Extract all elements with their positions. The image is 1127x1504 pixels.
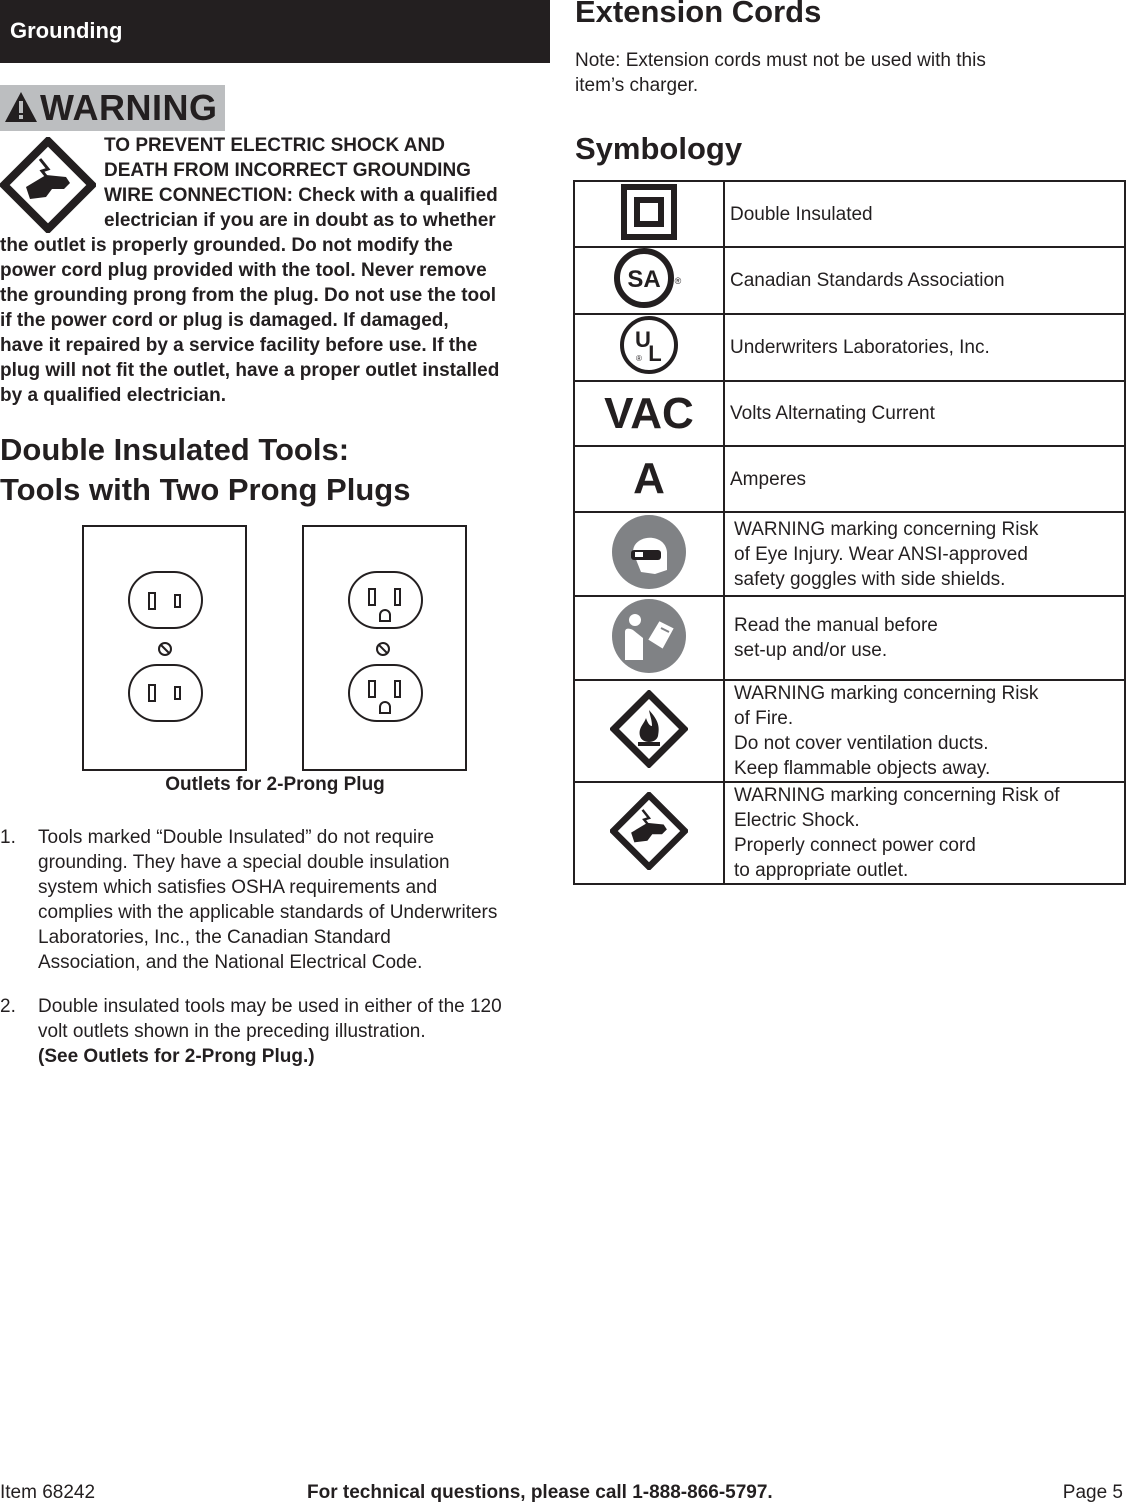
symbol-description — [724, 782, 1125, 884]
warning-text-line: power cord plug provided with the tool. Never remove — [0, 260, 487, 281]
svg-text:®: ® — [674, 276, 682, 286]
two-prong-outlet-plate — [83, 526, 246, 770]
description-line: Volts Alternating Current — [730, 403, 935, 424]
description-line: WARNING marking concerning Risk — [734, 518, 1039, 540]
electric-shock-warning-icon — [0, 137, 96, 233]
symbol-description — [724, 247, 1125, 314]
description-line: to appropriate outlet. — [734, 860, 909, 881]
warning-text-line: DEATH FROM INCORRECT GROUNDING — [104, 160, 471, 181]
description-line: Amperes — [730, 468, 807, 490]
warning-text-line: if the power cord or plug is damaged. If damaged, — [0, 310, 449, 331]
double-insulated-icon — [621, 184, 677, 240]
grounded-outlet-plate — [303, 526, 466, 770]
warning-text-line: TO PREVENT ELECTRIC SHOCK AND — [104, 135, 445, 156]
warning-label: WARNING — [40, 87, 218, 128]
list-item-line: system which satisfies OSHA requirements and — [38, 877, 438, 898]
description-line: of Fire. — [734, 708, 794, 729]
list-item-line: grounding. They have a special double insulation — [38, 852, 450, 873]
symbol-icon-cell — [574, 446, 724, 512]
description-line: set-up and/or use. — [734, 640, 888, 661]
list-item-line: Double insulated tools may be used in either of the 120 — [38, 996, 502, 1017]
warning-text-line: by a qualified electrician. — [0, 385, 226, 406]
table-row — [574, 381, 1125, 446]
warning-text-line: electrician if you are in doubt as to whether — [104, 210, 496, 231]
description-line: Read the manual before — [734, 615, 938, 636]
symbol-description — [724, 596, 1125, 680]
symbol-icon-cell — [574, 247, 724, 314]
list-item-line: volt outlets shown in the preceding illustration. — [38, 1021, 426, 1042]
symbol-description — [724, 314, 1125, 381]
double-insulated-heading-line-1: Double Insulated Tools: — [0, 432, 350, 467]
description-line: Keep flammable objects away. — [734, 758, 991, 779]
description-line: WARNING marking concerning Risk of — [734, 785, 1060, 806]
description-line: Double Insulated — [730, 203, 873, 225]
description-line: Underwriters Laboratories, Inc. — [730, 337, 990, 358]
warning-text-line: have it repaired by a service facility before use. If the — [0, 335, 478, 356]
footer-contact: For technical questions, please call 1-888-866-5797. — [307, 1482, 773, 1503]
svg-text:U: U — [635, 327, 651, 352]
description-line: of Eye Injury. Wear ANSI-approved — [734, 543, 1028, 565]
description-line: safety goggles with side shields. — [734, 568, 1006, 590]
ul-icon — [619, 315, 679, 375]
symbol-icon-cell — [574, 381, 724, 446]
electric-shock-icon — [610, 792, 688, 870]
table-row — [574, 782, 1125, 884]
table-row — [574, 181, 1125, 247]
read-manual-icon — [611, 598, 687, 674]
symbol-icon-cell — [574, 596, 724, 680]
list-item-number: 2. — [0, 996, 16, 1017]
list-item-bold-line: (See Outlets for 2-Prong Plug.) — [38, 1046, 315, 1067]
description-line: Properly connect power cord — [734, 835, 976, 856]
symbol-icon-cell — [574, 680, 724, 782]
symbol-icon-cell — [574, 181, 724, 247]
fire-risk-icon — [610, 690, 688, 768]
svg-text:®: ® — [636, 354, 642, 363]
table-row — [574, 314, 1125, 381]
list-item-line: Laboratories, Inc., the Canadian Standard — [38, 927, 391, 948]
list-item-line: complies with the applicable standards of Underwriters — [38, 902, 498, 923]
section-header-title: Grounding — [10, 18, 123, 43]
symbol-description — [724, 181, 1125, 247]
warning-triangle-icon — [4, 91, 38, 123]
section-header-bar — [0, 0, 550, 63]
outlets-caption: Outlets for 2-Prong Plug — [165, 774, 385, 795]
table-row — [574, 596, 1125, 680]
extension-note-line: item’s charger. — [575, 75, 699, 96]
amperes-text-icon: A — [633, 454, 665, 503]
symbol-icon-cell — [574, 782, 724, 884]
description-line: Do not cover ventilation ducts. — [734, 733, 989, 754]
list-item-line: Association, and the National Electrical Code. — [38, 952, 423, 973]
table-row — [574, 680, 1125, 782]
svg-text:L: L — [648, 341, 662, 366]
list-item-number: 1. — [0, 827, 16, 848]
symbol-description — [724, 680, 1125, 782]
warning-text-line: the grounding prong from the plug. Do not use the tool — [0, 285, 497, 306]
extension-note-line: Note: Extension cords must not be used with this — [575, 50, 986, 71]
symbol-description — [724, 512, 1125, 596]
table-row — [574, 512, 1125, 596]
symbol-icon-cell — [574, 314, 724, 381]
warning-badge — [0, 85, 225, 131]
footer-item-number: Item 68242 — [0, 1482, 96, 1503]
symbol-icon-cell — [574, 512, 724, 596]
table-row — [574, 446, 1125, 512]
symbol-description — [724, 446, 1125, 512]
description-line: Canadian Standards Association — [730, 270, 1005, 291]
warning-text-line: WIRE CONNECTION: Check with a qualified — [104, 185, 498, 206]
double-insulated-heading-line-2: Tools with Two Prong Plugs — [0, 472, 411, 507]
csa-icon — [614, 248, 684, 308]
description-line: Electric Shock. — [734, 810, 860, 831]
symbology-heading: Symbology — [575, 131, 743, 166]
warning-text-line: plug will not fit the outlet, have a proper outlet installed — [0, 360, 500, 381]
symbol-description — [724, 381, 1125, 446]
table-row — [574, 247, 1125, 314]
vac-text-icon: VAC — [604, 388, 694, 438]
footer-page-number: Page 5 — [1062, 1482, 1123, 1503]
description-line: WARNING marking concerning Risk — [734, 683, 1039, 704]
list-item-line: Tools marked “Double Insulated” do not require — [38, 827, 435, 848]
symbology-table — [573, 180, 1126, 885]
extension-cords-heading: Extension Cords — [575, 0, 822, 29]
safety-goggles-icon — [611, 514, 687, 590]
outlets-illustration — [82, 525, 470, 773]
warning-text-line: the outlet is properly grounded. Do not modify the — [0, 235, 453, 256]
svg-text:SA: SA — [627, 266, 661, 293]
